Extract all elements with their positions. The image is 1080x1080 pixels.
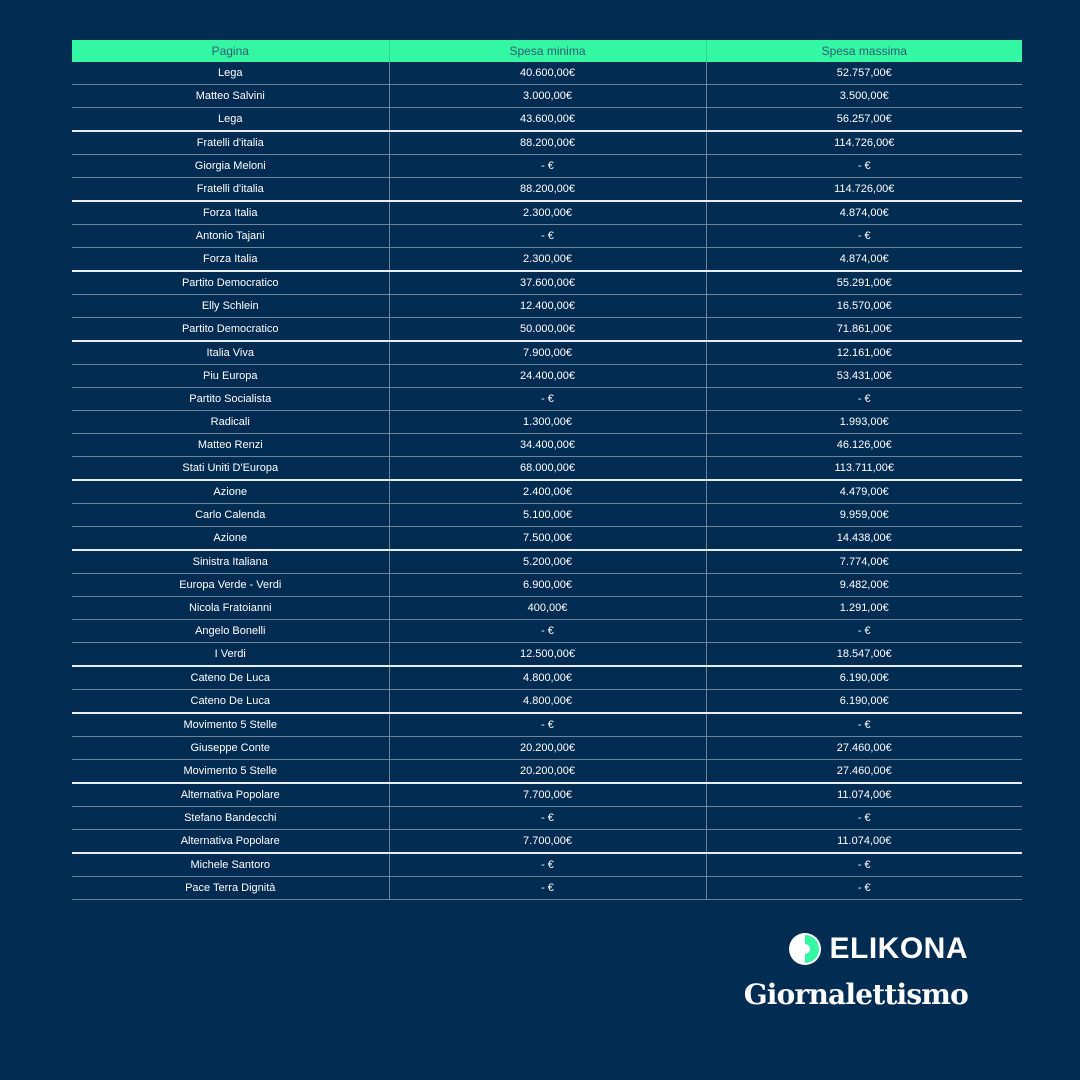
cell-spesa-massima: 27.460,00€	[706, 737, 1022, 760]
cell-spesa-minima: 88.200,00€	[389, 178, 706, 202]
cell-spesa-minima: 24.400,00€	[389, 365, 706, 388]
table-row	[72, 271, 1022, 295]
cell-pagina: Michele Santoro	[72, 853, 389, 877]
cell-pagina: Europa Verde - Verdi	[72, 574, 389, 597]
cell-spesa-massima: 11.074,00€	[706, 830, 1022, 854]
table-row	[72, 760, 1022, 784]
cell-spesa-massima: 1.993,00€	[706, 411, 1022, 434]
cell-spesa-massima: - €	[706, 853, 1022, 877]
cell-spesa-massima: 114.726,00€	[706, 131, 1022, 155]
elikona-logo-icon	[788, 932, 822, 966]
table-row	[72, 550, 1022, 574]
table-row	[72, 643, 1022, 667]
cell-spesa-massima: - €	[706, 877, 1022, 900]
cell-spesa-massima: 27.460,00€	[706, 760, 1022, 784]
cell-spesa-massima: 16.570,00€	[706, 295, 1022, 318]
cell-spesa-massima: 3.500,00€	[706, 85, 1022, 108]
cell-spesa-minima: - €	[389, 155, 706, 178]
table-row	[72, 248, 1022, 272]
cell-spesa-massima: - €	[706, 807, 1022, 830]
cell-pagina: Stefano Bandecchi	[72, 807, 389, 830]
cell-spesa-minima: 12.500,00€	[389, 643, 706, 667]
cell-spesa-massima: 9.482,00€	[706, 574, 1022, 597]
cell-pagina: Forza Italia	[72, 201, 389, 225]
cell-spesa-minima: 2.300,00€	[389, 201, 706, 225]
table-row	[72, 527, 1022, 551]
cell-spesa-minima: - €	[389, 713, 706, 737]
cell-spesa-minima: 37.600,00€	[389, 271, 706, 295]
cell-spesa-massima: 53.431,00€	[706, 365, 1022, 388]
cell-pagina: Lega	[72, 108, 389, 132]
cell-pagina: Cateno De Luca	[72, 666, 389, 690]
cell-spesa-minima: 1.300,00€	[389, 411, 706, 434]
table-header	[72, 40, 1022, 62]
cell-pagina: Partito Democratico	[72, 271, 389, 295]
cell-spesa-massima: 6.190,00€	[706, 690, 1022, 714]
cell-spesa-minima: 2.400,00€	[389, 480, 706, 504]
cell-spesa-massima: 114.726,00€	[706, 178, 1022, 202]
table-row	[72, 853, 1022, 877]
table-body	[72, 62, 1022, 900]
table-row	[72, 434, 1022, 457]
cell-spesa-massima: 4.874,00€	[706, 201, 1022, 225]
table-row	[72, 597, 1022, 620]
table-row	[72, 690, 1022, 714]
cell-pagina: Movimento 5 Stelle	[72, 713, 389, 737]
cell-spesa-minima: - €	[389, 225, 706, 248]
cell-spesa-massima: 14.438,00€	[706, 527, 1022, 551]
cell-spesa-minima: 68.000,00€	[389, 457, 706, 481]
cell-spesa-minima: 50.000,00€	[389, 318, 706, 342]
cell-pagina: Lega	[72, 62, 389, 85]
cell-pagina: Italia Viva	[72, 341, 389, 365]
cell-spesa-minima: - €	[389, 388, 706, 411]
cell-spesa-massima: - €	[706, 713, 1022, 737]
cell-pagina: Matteo Salvini	[72, 85, 389, 108]
cell-pagina: Radicali	[72, 411, 389, 434]
cell-spesa-minima: 4.800,00€	[389, 690, 706, 714]
cell-pagina: Fratelli d'italia	[72, 131, 389, 155]
cell-pagina: Stati Uniti D'Europa	[72, 457, 389, 481]
cell-pagina: Azione	[72, 527, 389, 551]
cell-spesa-massima: 4.479,00€	[706, 480, 1022, 504]
cell-pagina: I Verdi	[72, 643, 389, 667]
table-row	[72, 783, 1022, 807]
cell-spesa-massima: 7.774,00€	[706, 550, 1022, 574]
table-row	[72, 877, 1022, 900]
cell-pagina: Alternativa Popolare	[72, 830, 389, 854]
cell-spesa-massima: 11.074,00€	[706, 783, 1022, 807]
cell-spesa-minima: 7.900,00€	[389, 341, 706, 365]
table-row	[72, 155, 1022, 178]
cell-spesa-massima: 46.126,00€	[706, 434, 1022, 457]
cell-pagina: Movimento 5 Stelle	[72, 760, 389, 784]
giornalettismo-wordmark: Giornalettismo	[743, 978, 968, 1011]
cell-spesa-minima: 4.800,00€	[389, 666, 706, 690]
cell-spesa-massima: 52.757,00€	[706, 62, 1022, 85]
table-row	[72, 365, 1022, 388]
brand-logos	[744, 932, 968, 1012]
cell-spesa-minima: 5.100,00€	[389, 504, 706, 527]
cell-pagina: Matteo Renzi	[72, 434, 389, 457]
table-row	[72, 737, 1022, 760]
cell-spesa-minima: 400,00€	[389, 597, 706, 620]
table-row	[72, 807, 1022, 830]
cell-spesa-massima: 4.874,00€	[706, 248, 1022, 272]
cell-spesa-minima: 7.700,00€	[389, 830, 706, 854]
table-row	[72, 131, 1022, 155]
cell-spesa-minima: 43.600,00€	[389, 108, 706, 132]
table-row	[72, 295, 1022, 318]
table-header-row	[72, 40, 1022, 62]
cell-pagina: Nicola Fratoianni	[72, 597, 389, 620]
cell-spesa-massima: - €	[706, 620, 1022, 643]
table-row	[72, 830, 1022, 854]
column-header-pagina: Pagina	[72, 40, 389, 62]
cell-spesa-massima: - €	[706, 225, 1022, 248]
elikona-wordmark: ELIKONA	[829, 932, 968, 965]
table-row	[72, 574, 1022, 597]
table-row	[72, 341, 1022, 365]
table-row	[72, 457, 1022, 481]
cell-pagina: Forza Italia	[72, 248, 389, 272]
cell-spesa-minima: - €	[389, 877, 706, 900]
table-row	[72, 62, 1022, 85]
cell-pagina: Elly Schlein	[72, 295, 389, 318]
cell-spesa-massima: 6.190,00€	[706, 666, 1022, 690]
column-header-spesa-minima: Spesa minima	[389, 40, 706, 62]
cell-spesa-massima: 71.861,00€	[706, 318, 1022, 342]
table-row	[72, 85, 1022, 108]
table-row	[72, 388, 1022, 411]
cell-spesa-minima: 6.900,00€	[389, 574, 706, 597]
spending-table	[72, 40, 1022, 900]
cell-pagina: Sinistra Italiana	[72, 550, 389, 574]
cell-spesa-minima: - €	[389, 853, 706, 877]
cell-spesa-minima: - €	[389, 807, 706, 830]
cell-spesa-massima: - €	[706, 155, 1022, 178]
table-row	[72, 201, 1022, 225]
cell-pagina: Cateno De Luca	[72, 690, 389, 714]
cell-spesa-minima: 7.700,00€	[389, 783, 706, 807]
table-row	[72, 225, 1022, 248]
cell-pagina: Piu Europa	[72, 365, 389, 388]
table-row	[72, 318, 1022, 342]
cell-pagina: Giuseppe Conte	[72, 737, 389, 760]
cell-spesa-minima: 7.500,00€	[389, 527, 706, 551]
table-row	[72, 504, 1022, 527]
cell-spesa-minima: 12.400,00€	[389, 295, 706, 318]
cell-spesa-massima: 18.547,00€	[706, 643, 1022, 667]
cell-pagina: Carlo Calenda	[72, 504, 389, 527]
cell-spesa-massima: 56.257,00€	[706, 108, 1022, 132]
cell-pagina: Azione	[72, 480, 389, 504]
cell-pagina: Fratelli d'italia	[72, 178, 389, 202]
table-row	[72, 178, 1022, 202]
cell-spesa-minima: 20.200,00€	[389, 737, 706, 760]
cell-spesa-minima: 20.200,00€	[389, 760, 706, 784]
cell-pagina: Partito Socialista	[72, 388, 389, 411]
cell-pagina: Giorgia Meloni	[72, 155, 389, 178]
cell-spesa-minima: 40.600,00€	[389, 62, 706, 85]
table-row	[72, 620, 1022, 643]
cell-spesa-minima: - €	[389, 620, 706, 643]
cell-spesa-massima: 113.711,00€	[706, 457, 1022, 481]
cell-spesa-massima: 1.291,00€	[706, 597, 1022, 620]
table-row	[72, 480, 1022, 504]
cell-pagina: Pace Terra Dignità	[72, 877, 389, 900]
cell-spesa-minima: 5.200,00€	[389, 550, 706, 574]
cell-spesa-massima: 12.161,00€	[706, 341, 1022, 365]
elikona-logo	[744, 932, 968, 966]
cell-pagina: Antonio Tajani	[72, 225, 389, 248]
cell-pagina: Angelo Bonelli	[72, 620, 389, 643]
cell-spesa-minima: 88.200,00€	[389, 131, 706, 155]
table-row	[72, 713, 1022, 737]
column-header-spesa-massima: Spesa massima	[706, 40, 1022, 62]
spending-table-container	[72, 40, 1022, 900]
cell-pagina: Partito Democratico	[72, 318, 389, 342]
table-row	[72, 666, 1022, 690]
cell-spesa-massima: 55.291,00€	[706, 271, 1022, 295]
cell-spesa-minima: 34.400,00€	[389, 434, 706, 457]
table-row	[72, 411, 1022, 434]
cell-spesa-massima: - €	[706, 388, 1022, 411]
cell-spesa-minima: 3.000,00€	[389, 85, 706, 108]
table-row	[72, 108, 1022, 132]
cell-spesa-minima: 2.300,00€	[389, 248, 706, 272]
cell-spesa-massima: 9.959,00€	[706, 504, 1022, 527]
cell-pagina: Alternativa Popolare	[72, 783, 389, 807]
